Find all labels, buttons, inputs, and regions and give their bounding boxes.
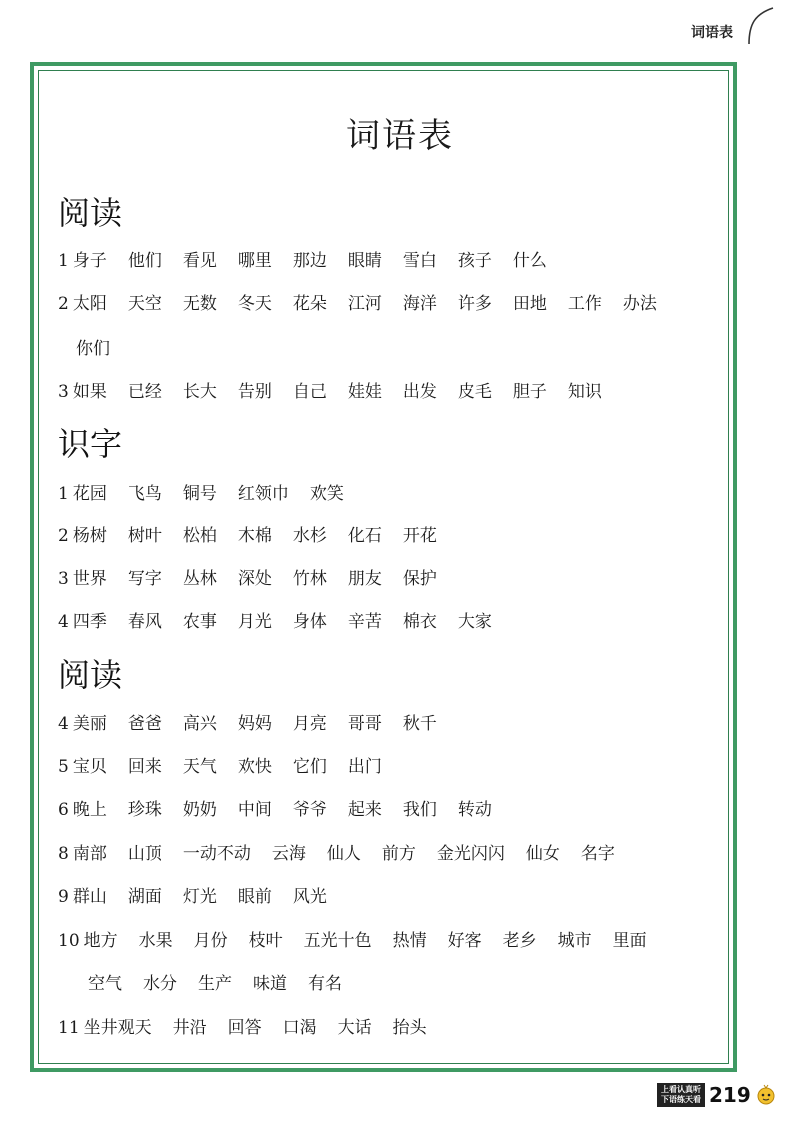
vocab-word: 回来 [127, 757, 162, 777]
vocab-word: 欢笑 [309, 484, 344, 504]
vocab-word: 高兴 [182, 714, 217, 734]
vocab-word: 看见 [182, 251, 217, 271]
vocab-word: 身体 [292, 612, 327, 632]
vocab-word: 湖面 [127, 887, 162, 907]
vocab-word: 铜号 [182, 484, 217, 504]
vocab-word: 树叶 [127, 526, 162, 546]
series-badge [657, 1083, 705, 1107]
vocab-word: 前方 [381, 844, 416, 864]
word-line [58, 479, 365, 504]
vocab-word: 冬天 [237, 294, 272, 314]
vocab-word: 老乡 [502, 931, 537, 951]
vocab-word: 欢快 [237, 757, 272, 777]
vocab-word: 秋千 [402, 714, 437, 734]
vocab-word: 宝贝 [72, 757, 107, 777]
page-number: 219 [709, 1083, 751, 1107]
lesson-number: 4 [58, 714, 69, 734]
word-line [58, 564, 458, 589]
vocab-word: 海洋 [402, 294, 437, 314]
word-line [58, 839, 636, 864]
page-footer [657, 1083, 777, 1107]
vocab-word: 水分 [143, 974, 177, 994]
lesson-number: 6 [58, 800, 69, 820]
vocab-word: 妈妈 [237, 714, 272, 734]
vocab-word: 出发 [402, 382, 437, 402]
vocab-word: 五光十色 [303, 931, 372, 951]
vocab-word: 好客 [447, 931, 482, 951]
vocab-word: 花园 [72, 484, 107, 504]
vocab-word: 开花 [402, 526, 437, 546]
vocab-word: 南部 [72, 844, 107, 864]
vocab-word: 天空 [127, 294, 162, 314]
vocab-word: 哪里 [237, 251, 272, 271]
lesson-number: 5 [58, 757, 69, 777]
vocab-word: 无数 [182, 294, 217, 314]
vocab-word: 棉衣 [402, 612, 437, 632]
lesson-number: 11 [58, 1018, 80, 1038]
vocab-word: 月份 [193, 931, 228, 951]
vocab-word: 春风 [127, 612, 162, 632]
vocab-word: 皮毛 [457, 382, 492, 402]
lesson-number: 1 [58, 484, 69, 504]
vocab-word: 工作 [567, 294, 602, 314]
vocab-word: 地方 [83, 931, 118, 951]
vocab-word: 味道 [253, 974, 287, 994]
vocab-word: 飞鸟 [127, 484, 162, 504]
vocab-word: 深处 [237, 569, 272, 589]
word-line [58, 709, 458, 734]
vocab-word: 红领巾 [237, 484, 289, 504]
vocab-word: 奶奶 [182, 800, 217, 820]
section-heading-literacy: 识字 [58, 425, 123, 463]
lesson-number: 3 [58, 569, 69, 589]
vocab-word: 松柏 [182, 526, 217, 546]
vocab-word: 已经 [127, 382, 162, 402]
vocab-word: 珍珠 [127, 800, 162, 820]
vocab-word: 美丽 [72, 714, 107, 734]
badge-line-1: 上看认真听 [661, 1085, 701, 1094]
vocab-word: 出门 [347, 757, 382, 777]
vocab-word: 孩子 [457, 251, 492, 271]
vocab-word: 你们 [76, 339, 110, 359]
vocab-word: 中间 [237, 800, 272, 820]
vocab-word: 田地 [512, 294, 547, 314]
vocab-word: 朋友 [347, 569, 382, 589]
vocab-word: 晚上 [72, 800, 107, 820]
vocab-word: 辛苦 [347, 612, 382, 632]
vocab-word: 天气 [182, 757, 217, 777]
vocab-word: 许多 [457, 294, 492, 314]
vocab-word: 转动 [457, 800, 492, 820]
vocab-word: 写字 [127, 569, 162, 589]
vocab-word: 起来 [347, 800, 382, 820]
word-line [58, 246, 568, 271]
vocab-word: 生产 [198, 974, 232, 994]
running-head: 词语表 [691, 25, 733, 41]
lesson-number: 2 [58, 294, 69, 314]
vocab-word: 山顶 [127, 844, 162, 864]
word-line-continued [88, 969, 363, 994]
vocab-word: 仙人 [326, 844, 361, 864]
vocab-word: 热情 [392, 931, 427, 951]
vocab-word: 四季 [72, 612, 107, 632]
lesson-number: 4 [58, 612, 69, 632]
vocab-word: 仙女 [525, 844, 560, 864]
vocab-word: 有名 [308, 974, 342, 994]
vocab-word: 爷爷 [292, 800, 327, 820]
vocab-word: 杨树 [72, 526, 107, 546]
vocab-word: 自己 [292, 382, 327, 402]
vocab-word: 化石 [347, 526, 382, 546]
vocab-word: 名字 [580, 844, 615, 864]
vocab-word: 太阳 [72, 294, 107, 314]
vocab-word: 井沿 [172, 1018, 207, 1038]
vocab-word: 水杉 [292, 526, 327, 546]
lesson-number: 3 [58, 382, 69, 402]
section-heading-reading-2: 阅读 [58, 656, 123, 694]
vocab-word: 坐井观天 [83, 1018, 152, 1038]
word-line [58, 521, 458, 546]
vocab-word: 大话 [337, 1018, 372, 1038]
vocab-word: 农事 [182, 612, 217, 632]
vocab-word: 城市 [557, 931, 592, 951]
vocab-word: 月光 [237, 612, 272, 632]
page-corner-curl [745, 6, 775, 46]
word-line [58, 377, 623, 402]
vocab-word: 它们 [292, 757, 327, 777]
vocab-word: 什么 [512, 251, 547, 271]
vocab-word: 身子 [72, 251, 107, 271]
word-line [58, 752, 403, 777]
vocab-word: 一动不动 [182, 844, 251, 864]
vocab-word: 哥哥 [347, 714, 382, 734]
mascot-icon [755, 1084, 777, 1106]
vocab-word: 口渴 [282, 1018, 317, 1038]
section-heading-reading-1: 阅读 [58, 194, 123, 232]
vocab-word: 灯光 [182, 887, 217, 907]
vocab-word: 江河 [347, 294, 382, 314]
vocab-word: 如果 [72, 382, 107, 402]
vocab-word: 雪白 [402, 251, 437, 271]
vocab-word: 水果 [138, 931, 173, 951]
vocab-word: 木棉 [237, 526, 272, 546]
page-title: 词语表 [346, 116, 454, 156]
vocab-word: 胆子 [512, 382, 547, 402]
vocab-word: 里面 [612, 931, 647, 951]
lesson-number: 10 [58, 931, 80, 951]
word-line [58, 926, 668, 951]
word-line-continued [76, 334, 131, 359]
lesson-number: 8 [58, 844, 69, 864]
vocab-word: 枝叶 [248, 931, 283, 951]
vocab-word: 花朵 [292, 294, 327, 314]
vocab-word: 知识 [567, 382, 602, 402]
vocab-word: 金光闪闪 [436, 844, 505, 864]
vocab-word: 大家 [457, 612, 492, 632]
lesson-number: 2 [58, 526, 69, 546]
word-line [58, 882, 348, 907]
vocab-word: 世界 [72, 569, 107, 589]
vocab-word: 告别 [237, 382, 272, 402]
vocab-word: 回答 [227, 1018, 262, 1038]
vocab-word: 眼前 [237, 887, 272, 907]
vocab-word: 抬头 [392, 1018, 427, 1038]
vocab-word: 我们 [402, 800, 437, 820]
vocab-word: 长大 [182, 382, 217, 402]
lesson-number: 1 [58, 251, 69, 271]
vocab-word: 娃娃 [347, 382, 382, 402]
lesson-number: 9 [58, 887, 69, 907]
vocab-word: 保护 [402, 569, 437, 589]
vocab-word: 他们 [127, 251, 162, 271]
badge-line-2: 下语练天看 [661, 1095, 701, 1104]
vocab-word: 群山 [72, 887, 107, 907]
vocab-word: 月亮 [292, 714, 327, 734]
vocab-word: 办法 [622, 294, 657, 314]
word-line [58, 607, 513, 632]
vocab-word: 眼睛 [347, 251, 382, 271]
word-line [58, 289, 678, 314]
vocab-word: 风光 [292, 887, 327, 907]
word-line [58, 795, 513, 820]
vocab-word: 爸爸 [127, 714, 162, 734]
word-line [58, 1013, 448, 1038]
vocab-word: 那边 [292, 251, 327, 271]
vocab-word: 竹林 [292, 569, 327, 589]
vocab-word: 云海 [271, 844, 306, 864]
vocab-word: 空气 [88, 974, 122, 994]
vocab-word: 丛林 [182, 569, 217, 589]
